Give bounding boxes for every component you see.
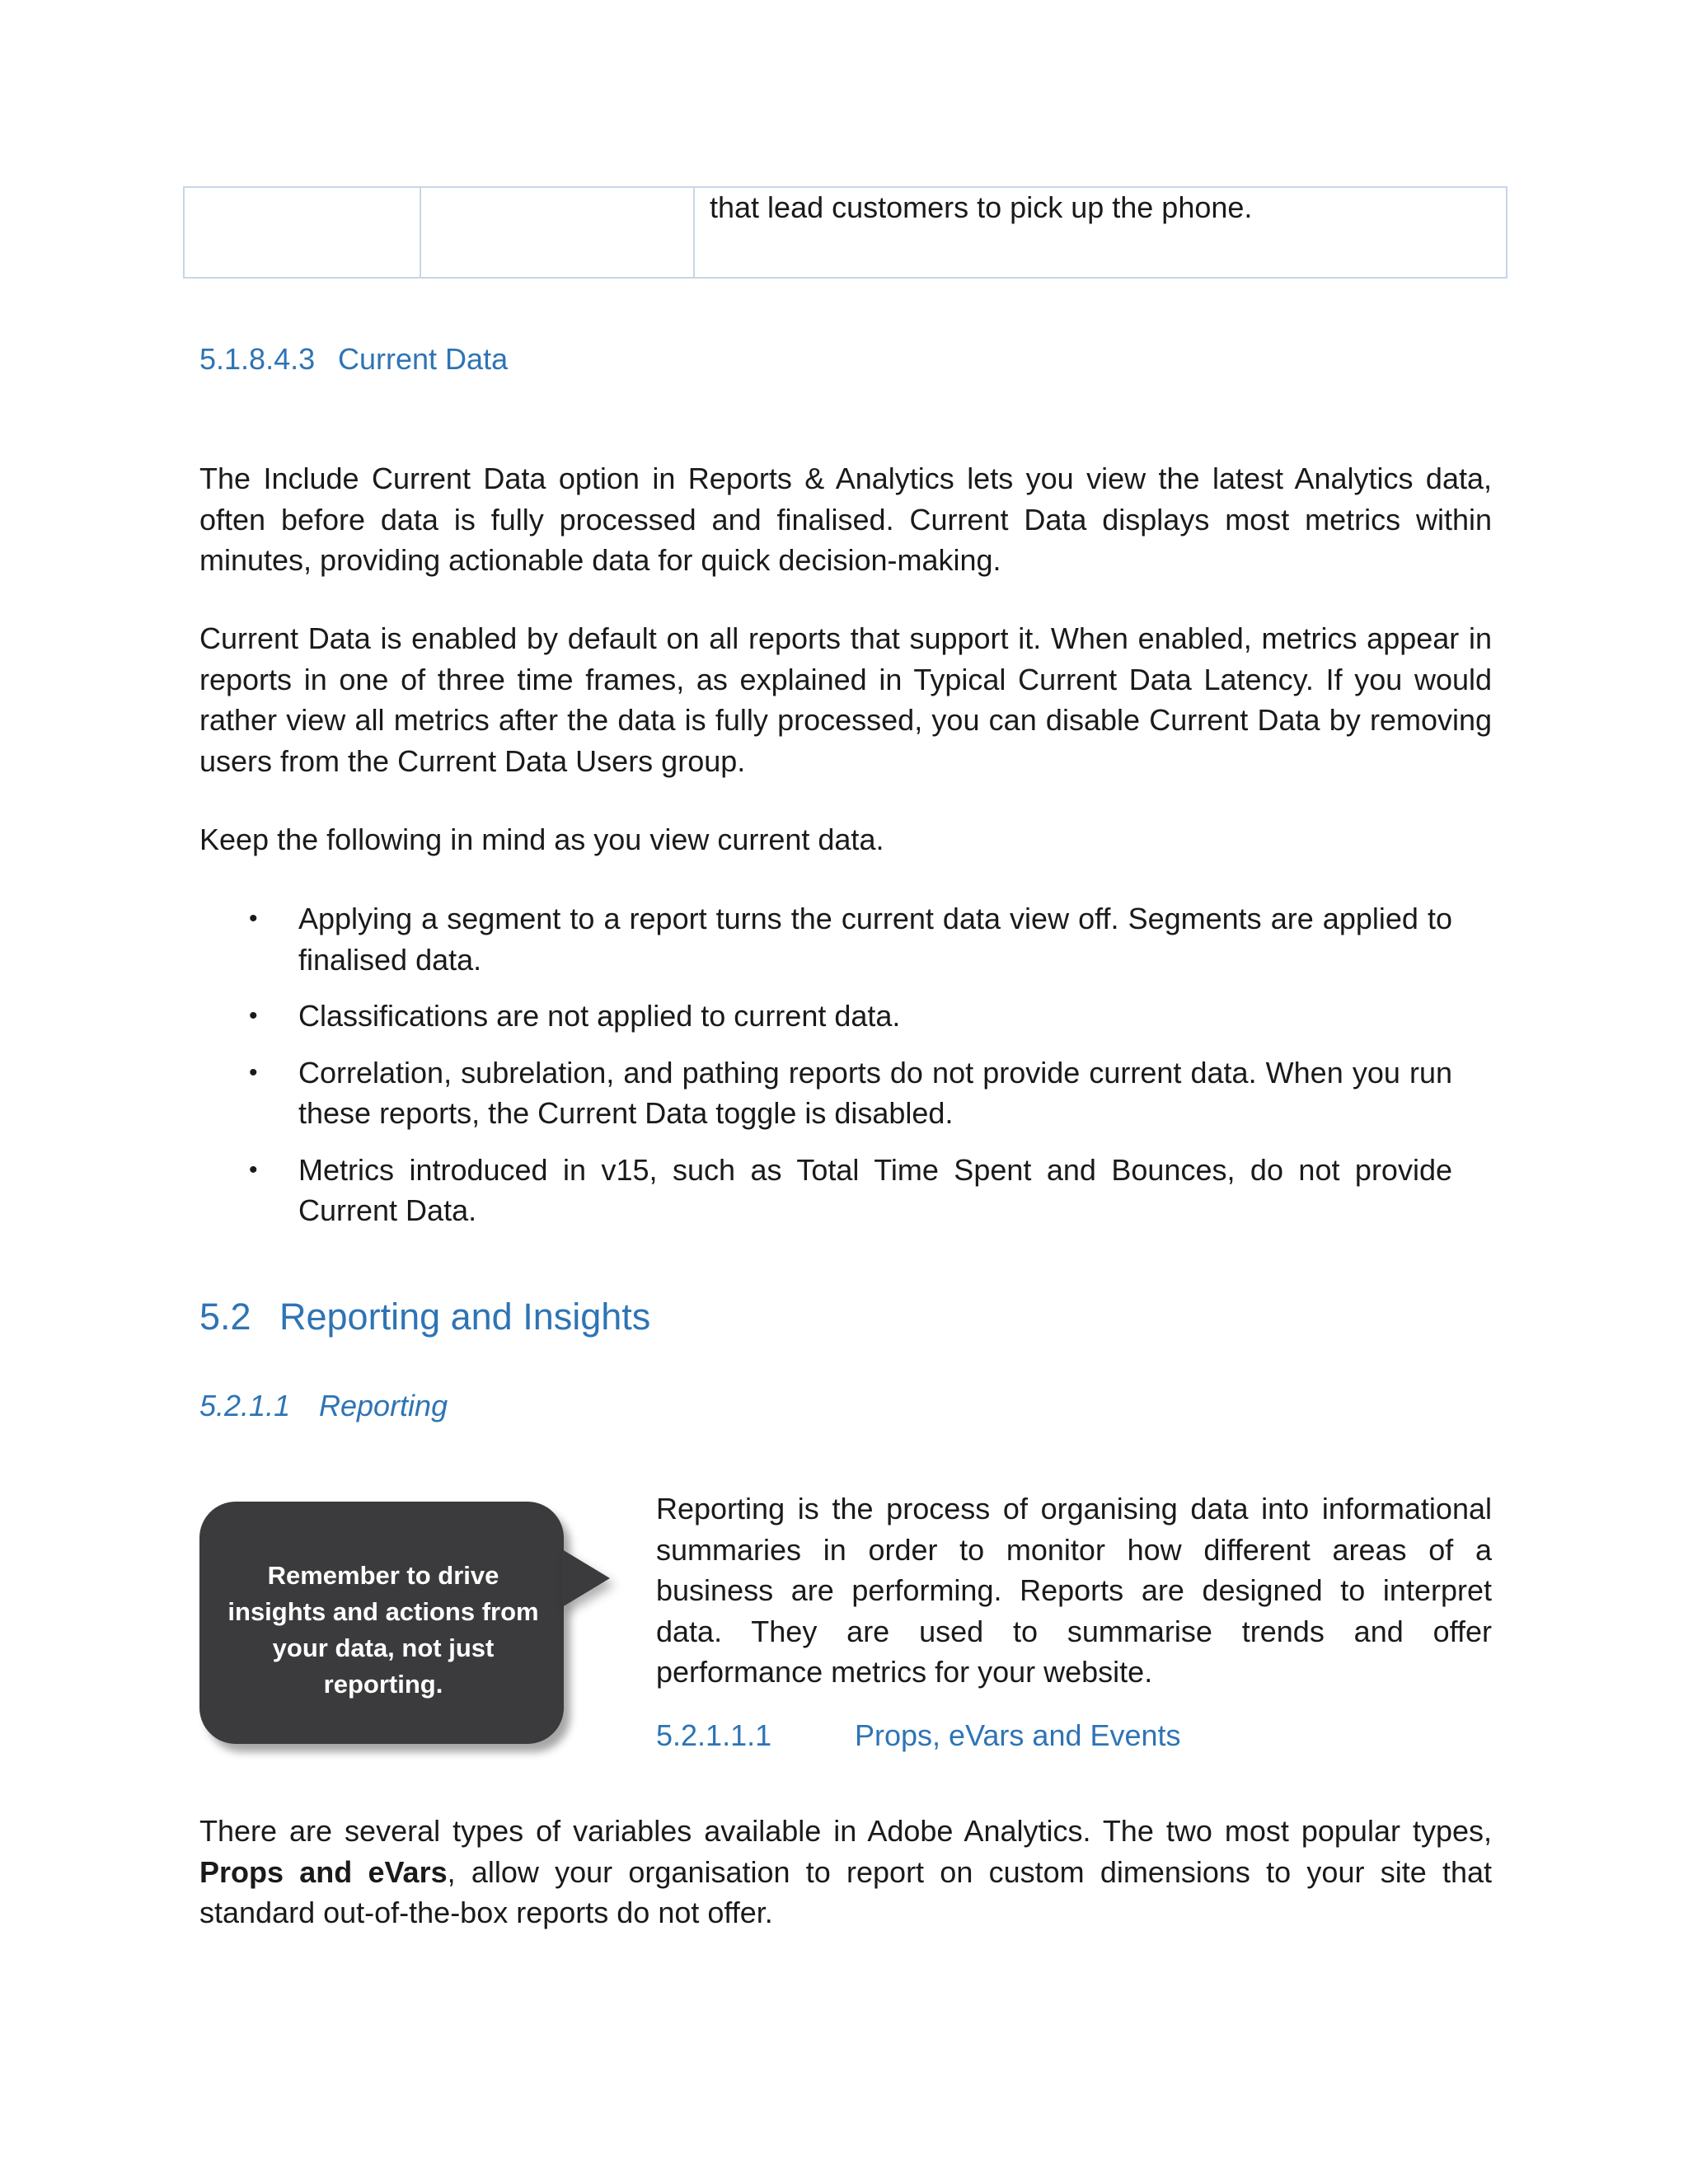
heading-props-evars-events: [656, 1716, 1181, 1755]
bullet-icon: •: [249, 1058, 258, 1086]
table-cell-empty-1: [184, 187, 420, 278]
list-item: • Metrics introduced in v15, such as Total Time Spent and Bounces, do not provide Current Data.: [199, 1150, 1452, 1231]
table-cell-empty-2: [420, 187, 694, 278]
paragraph-keep-in-mind: Keep the following in mind as you view current data.: [199, 823, 884, 856]
heading-title: Reporting: [319, 1389, 448, 1422]
table-row: [184, 187, 1507, 278]
bullet-icon: •: [249, 905, 258, 932]
table-cell-text: that lead customers to pick up the phone.: [694, 187, 1507, 278]
current-data-bullet-list: [199, 898, 1452, 1247]
callout-tail: [562, 1549, 610, 1607]
paragraph-variable-types: There are several types of variables available in Adobe Analytics. The two most popular types, Props and eVars, allow your organisation to report on custom dimensions to your site that standard out-of-the-box reports do not offer.: [199, 1814, 1492, 1929]
heading-title: Reporting and Insights: [279, 1296, 651, 1338]
bullet-icon: •: [249, 1155, 258, 1183]
bold-props-evars: Props and eVars: [199, 1854, 448, 1889]
table-fragment: [183, 186, 1507, 279]
list-item: • Correlation, subrelation, and pathing reports do not provide current data. When you run these reports, the Current Data toggle is disabled.: [199, 1052, 1452, 1134]
heading-current-data: [199, 340, 508, 379]
heading-reporting-and-insights: [199, 1294, 650, 1340]
paragraph-reporting-definition: Reporting is the process of organising data into informational summaries in order to monitor how different areas of a business are performing. Reports are designed to interpret data. They are used to summarise trends and offer performance metrics for your website.: [656, 1492, 1492, 1689]
paragraph-current-data-enabled: Current Data is enabled by default on all reports that support it. When enabled, metrics appear in reports in one of three time frames, as explained in Typical Current Data Latency. If you would rather view all metrics after the data is fully processed, you can disable Current Data by removing users from the Current Data Users group.: [199, 621, 1492, 778]
heading-title: Current Data: [338, 342, 509, 376]
bullet-icon: •: [249, 1002, 258, 1029]
heading-number: 5.2: [199, 1296, 251, 1338]
callout-text: Remember to drive insights and actions from your data, not just reporting.: [227, 1561, 539, 1699]
heading-number: 5.2.1.1.1: [656, 1718, 772, 1752]
list-item: • Applying a segment to a report turns the current data view off. Segments are applied to finalised data.: [199, 898, 1452, 980]
list-item: • Classifications are not applied to current data.: [199, 996, 1452, 1037]
heading-title: Props, eVars and Events: [855, 1718, 1181, 1752]
heading-reporting: [199, 1386, 448, 1426]
heading-number: 5.2.1.1: [199, 1389, 291, 1422]
heading-number: 5.1.8.4.3: [199, 342, 316, 376]
paragraph-include-current-data: The Include Current Data option in Reports & Analytics lets you view the latest Analytics data, often before data is fully processed and finalised. Current Data displays most metrics within minutes, providing actionable data for quick decision-making.: [199, 462, 1492, 577]
